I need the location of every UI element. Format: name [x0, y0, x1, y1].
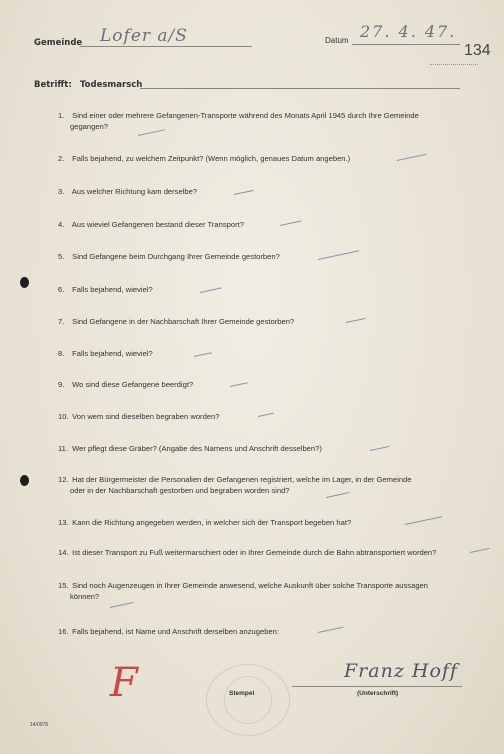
handwritten-signature: Franz Hoff — [344, 660, 458, 682]
question-item: 16. Falls bejahend, ist Name und Anschrift derselben anzugeben: — [58, 627, 279, 636]
question-item: 6. Falls bejahend, wieviel? — [58, 285, 153, 294]
question-item: 5. Sind Gefangene beim Durchgang Ihrer Gemeinde gestorben? — [58, 252, 280, 261]
official-stamp-inner — [224, 676, 272, 724]
datum-label: Datum — [325, 36, 349, 45]
question-item: 4. Aus wieviel Gefangenen bestand dieser Transport? — [58, 220, 244, 229]
question-item: 13. Kann die Richtung angegeben werden, in welcher sich der Transport begeben hat? — [58, 518, 352, 527]
question-item: 1. Sind einer oder mehrere Gefangenen-Transporte während des Monats April 1945 durch Ihre Gemeinde gegangen? — [58, 111, 419, 131]
stamp-label: Stempel — [229, 690, 255, 697]
answer-dash — [110, 602, 134, 608]
subject-value: Todesmarsch — [80, 80, 143, 90]
red-pencil-mark: F — [110, 660, 138, 706]
subject-label: Betrifft: — [34, 80, 72, 90]
page-number: 134 — [464, 42, 491, 59]
question-item: 10. Von wem sind dieselben begraben worden? — [58, 412, 220, 421]
gemeinde-label: Gemeinde — [34, 38, 83, 48]
question-item: 14. Ist dieser Transport zu Fuß weitermarschiert oder in Ihrer Gemeinde durch die Bahn abtransportiert worden? — [58, 548, 437, 557]
answer-dash — [470, 548, 490, 553]
question-item: 7. Sind Gefangene in der Nachbarschaft Ihrer Gemeinde gestorben? — [58, 317, 295, 326]
punch-hole — [20, 277, 29, 288]
gemeinde-handwritten-value: Lofer a/S — [100, 26, 188, 46]
question-item: 3. Aus welcher Richtung kam derselbe? — [58, 187, 198, 196]
signature-label: (Unterschrift) — [357, 690, 399, 697]
datum-handwritten-value: 27. 4. 47. — [360, 22, 457, 41]
question-item: 11. Wer pflegt diese Gräber? (Angabe des Namens und Anschrift desselben?) — [58, 444, 322, 453]
punch-hole — [20, 475, 29, 486]
question-item: 2. Falls bejahend, zu welchem Zeitpunkt? (Wenn möglich, genaues Datum angeben.) — [58, 154, 351, 163]
question-item: 12. Hat der Bürgermeister die Personalien der Gefangenen registriert, welche im Lager, in der Gemeinde oder in der Nachbarschaft gestorben und begraben worden sind? — [58, 475, 412, 495]
signature-line — [292, 686, 462, 687]
question-item: 15. Sind noch Augenzeugen in Ihrer Gemeinde anwesend, welche Auskunft über solche Transporte aussagen können? — [58, 581, 428, 601]
question-item: 9. Wo sind diese Gefangene beerdigt? — [58, 380, 194, 389]
question-item: 8. Falls bejahend, wieviel? — [58, 349, 153, 358]
form-code: 14/0978 — [30, 722, 49, 728]
